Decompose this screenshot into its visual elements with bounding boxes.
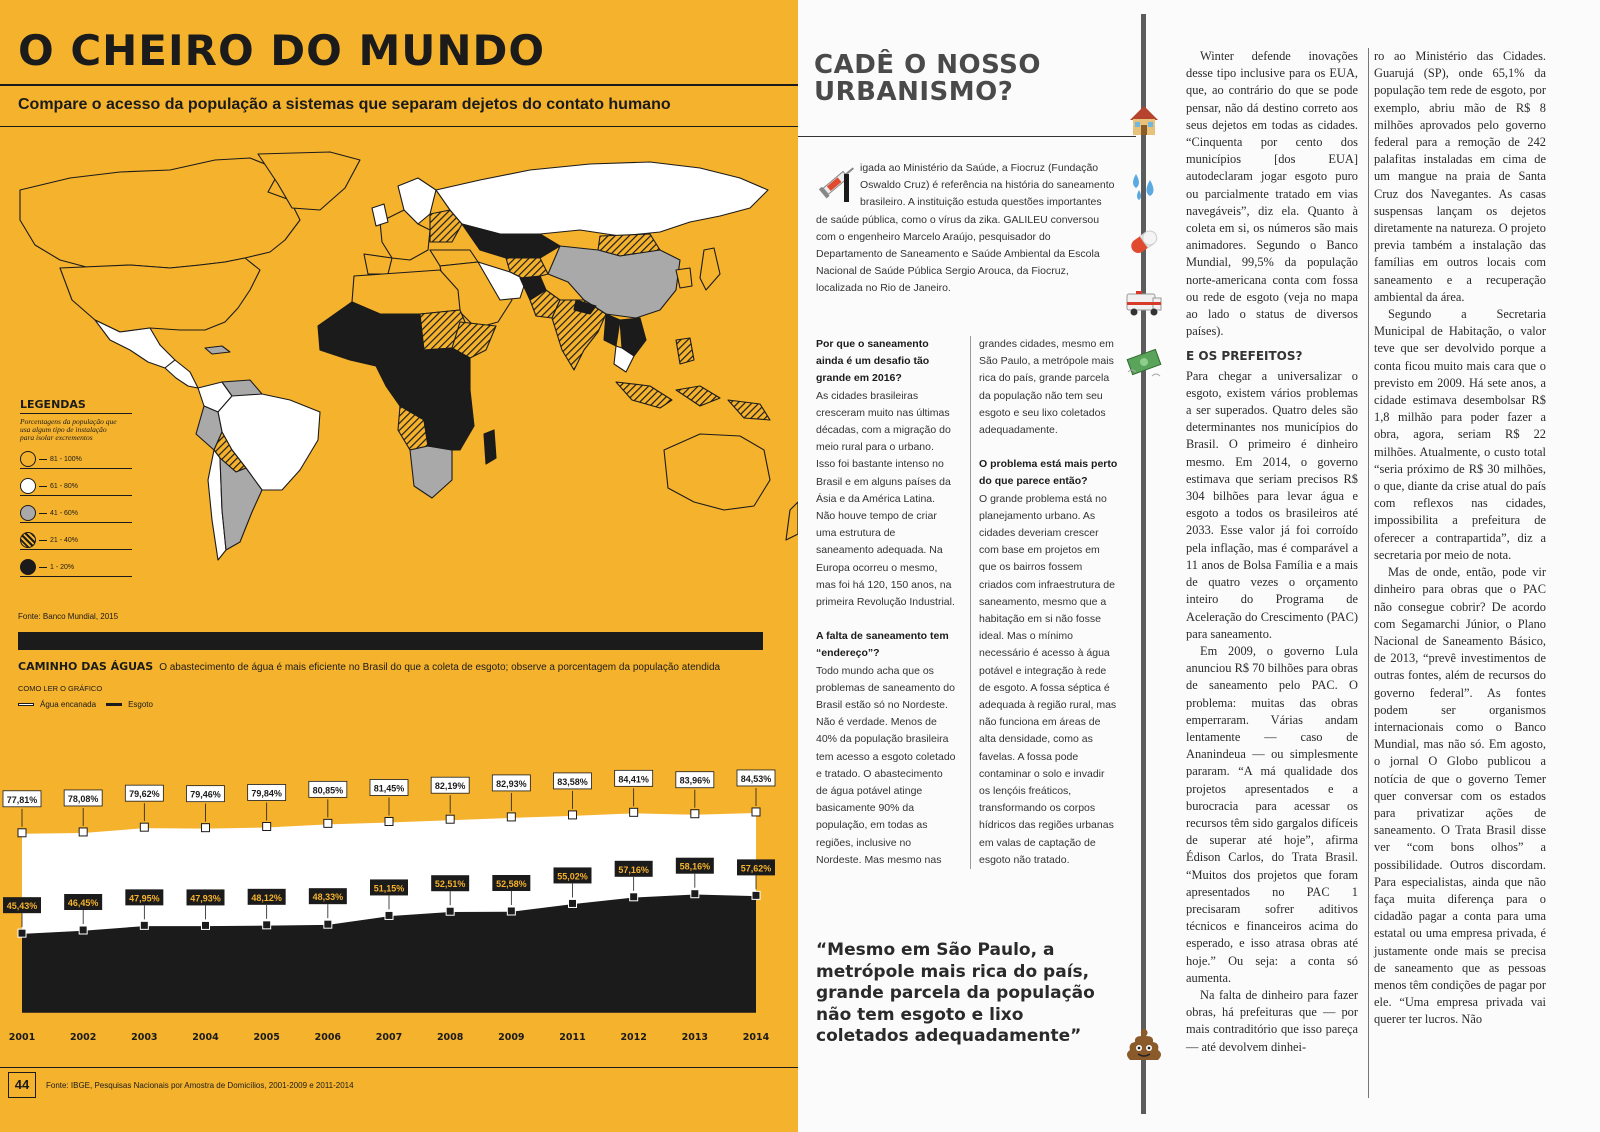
legend-swatch-81-100 — [20, 451, 36, 467]
paragraph: Mas de onde, então, pode vir dinheiro para obras que o PAC não consegue cobrir? De acordo com Segamarchi Júnior, o Plano Nacional de Saneamento Básico, de 2013, “prevê investimentos de outras fontes, além de recursos do governo federal”. As fontes podem ser organismos internacionais como o Banco Mundial, mas não só. Em agosto, o jornal O Globo publicou a notícia de que o governo Temer quer conversar com os estados para privatizar ações de saneamento. O Trata Brasil disse ver “com bons olhos” a possibilidade. Outros discordam. Para especialistas, ainda que não faça muita diferença para o cidadão pagar a conta para uma estatal ou uma empresa privada, é justamente onde mais se precisa de saneamento que as pessoas menos têm condições de pagar por ele. “Uma empresa privada vai querer ter lucros. Não — [1374, 565, 1546, 1027]
water-point — [202, 824, 210, 832]
x-tick-label: 2007 — [375, 1032, 403, 1043]
water-sewage-chart — [0, 712, 798, 1067]
water-data-label: 77,81% — [6, 794, 38, 805]
map-region-russia — [436, 162, 768, 236]
divider — [0, 84, 798, 86]
sewage-data-label: 57,62% — [740, 863, 772, 874]
x-tick-label: 2001 — [8, 1032, 36, 1043]
map-region-north-africa — [352, 270, 460, 314]
map-region-iberia — [364, 254, 392, 274]
x-tick-label: 2011 — [559, 1032, 586, 1043]
answer: As cidades brasileiras cresceram muito nas últimas décadas, com a migração do meio rural para o urbano. Isso foi bastante intenso no Brasil e em alguns países da Ásia e da América Latina. Não houve tempo de criar uma estrutura de saneamento adequada. Na Europa ocorreu o mesmo, mas foi há 120, 150 anos, na primeira Revolução Industrial. — [816, 389, 955, 609]
water-point — [18, 829, 26, 837]
house-icon — [1124, 100, 1164, 140]
map-region-usa — [60, 258, 260, 332]
legend-item — [20, 560, 132, 577]
x-tick-label: 2002 — [69, 1032, 97, 1043]
legend-swatch-1-20 — [20, 559, 36, 575]
water-point — [446, 815, 454, 823]
map-region-madagascar — [484, 430, 496, 464]
map-region-uk — [372, 204, 388, 226]
legend-label: 21 - 40% — [50, 536, 79, 544]
chart-key — [18, 700, 153, 709]
sewage-data-label: 52,51% — [434, 879, 466, 890]
map-region-philippines — [676, 338, 694, 364]
ambulance-icon — [1124, 282, 1164, 322]
chart-title: CAMINHO DAS ÁGUAS — [18, 660, 154, 673]
sewage-data-label: 46,45% — [67, 898, 99, 909]
paragraph: Na falta de dinheiro para fazer obras, há prefeituras que — por mais contraditório que isso pareça — até devolvem dinhei- — [1186, 987, 1358, 1054]
water-data-label: 78,08% — [67, 793, 99, 804]
legend-connector — [39, 540, 47, 541]
paragraph: Em 2009, o governo Lula anunciou R$ 70 bilhões para obras de saneamento pelo PAC. O problema: muitas das obras emperraram. Várias andam lentamente — caso de Ananindeua — ou simplesmente pararam. “A má qualidade dos projetos apresentados e a burocracia para acessar os recursos têm sido gargalos difíceis de superar até hoje”, afirma Édison Carlos, do Trata Brasil. “Muitos dos projetos que foram apresentados no PAC 1 precisaram sofrer aditivos técnicos e financeiros acima do esperado, e isso atrasa obras até hoje.” Ou seja: a conta só aumenta. — [1186, 643, 1358, 985]
article-title — [814, 52, 1134, 106]
x-tick-label: 2004 — [192, 1032, 219, 1043]
key-sewage-label: Esgoto — [128, 700, 153, 709]
chart-howto: COMO LER O GRÁFICO — [18, 684, 103, 693]
sewage-data-label: 52,58% — [496, 879, 527, 890]
x-tick-label: 2013 — [681, 1032, 709, 1043]
map-region-australia — [664, 434, 770, 510]
money-icon — [1124, 342, 1164, 382]
sewage-point — [630, 893, 638, 901]
pill-icon — [1124, 222, 1164, 262]
sewage-point — [446, 907, 454, 915]
water-data-label: 81,45% — [373, 783, 405, 794]
legend-connector — [39, 567, 47, 568]
sewage-point — [18, 929, 26, 937]
legend-label: 81 - 100% — [50, 455, 82, 463]
legend-item — [20, 533, 132, 550]
poop-icon — [1124, 1024, 1164, 1064]
sewage-point — [752, 891, 760, 899]
water-point — [263, 822, 271, 830]
map-source: Fonte: Banco Mundial, 2015 — [18, 612, 119, 621]
legend-connector — [39, 459, 47, 460]
map-region-caribbean — [205, 346, 230, 354]
sewage-point — [263, 921, 271, 929]
sewage-point — [202, 921, 210, 929]
water-point — [752, 808, 760, 816]
chart-source: Fonte: IBGE, Pesquisas Nacionais por Amostra de Domicílios, 2001-2009 e 2011-2014 — [46, 1081, 354, 1090]
qa-column-1 — [816, 336, 956, 869]
legend-swatch-21-40 — [20, 532, 36, 548]
title-divider — [798, 136, 1136, 137]
article-title-line2: URBANISMO? — [814, 77, 1014, 107]
water-point — [569, 811, 577, 819]
water-point — [691, 810, 699, 818]
water-point — [324, 819, 332, 827]
x-tick-label: 2003 — [131, 1032, 158, 1043]
water-data-label: 82,93% — [496, 778, 527, 789]
water-data-label: 83,96% — [679, 775, 711, 786]
interview-intro — [816, 160, 1116, 298]
water-point — [79, 828, 87, 836]
answer: O grande problema está no planejamento urbano. As cidades deveriam crescer com base em projetos em que os bairros fossem criados com infraestrutura de saneamento, mesmo que a habitação em si não fosse ideal. Mas o mínimo necessário é acesso à água potável e integração à rede de esgoto. A fossa séptica é adequada à região rural, mas não funciona em áreas de alta densidade, como as favelas. A fossa pode contaminar o solo e invadir os lençóis freáticos, transformando os corpos hídricos das regiões urbanas em valas de captação de esgoto não tratado. — [979, 492, 1117, 866]
paragraph: Para chegar a universalizar o esgoto, existem vários problemas a ser superados. Quatro deles são determinantes nos municípios do Brasil. O primeiro é dinheiro mesmo. Em 2014, o governo estimava que seriam precisos R$ 304 bilhões para levar água e esgoto a todos os brasileiros até 2033. Esse valor já foi corroído pela inflação, mas é comparável a 11 anos de Bolsa Família e a mais de quatro vezes o orçamento inteiro do Programa de Aceleração do Crescimento (PAC) para saneamento. — [1186, 368, 1358, 641]
sewage-data-label: 45,43% — [6, 901, 38, 912]
key-water-swatch — [18, 703, 34, 706]
question: Por que o saneamento ainda é um desafio tão grande em 2016? — [816, 338, 930, 385]
legend-item — [20, 479, 132, 496]
paragraph: Segundo a Secretaria Municipal de Habitação, o valor teve que ser devolvido porque a conta ficou muito mais cara que o previsto em 2009. Há sete anos, a cidade estimava desembolsar R$ 1,8 milhão para poder fazer a obra, agora, seriam R$ 22 milhões. Atualmente, o custo total “seria próximo de R$ 30 milhões, o que, diante da crise atual do país com reflexos nas cidades, impossibilita a prefeitura de oferecer a contrapartida”, diz a secretaria por meio de nota. — [1374, 307, 1546, 562]
water-data-label: 80,85% — [312, 785, 344, 796]
sewage-point — [691, 890, 699, 898]
water-data-label: 83,58% — [557, 776, 588, 787]
column-divider — [1368, 48, 1369, 1098]
x-tick-label: 2014 — [742, 1032, 770, 1043]
article-column-1 — [1186, 48, 1358, 1056]
x-tick-label: 2009 — [498, 1032, 525, 1043]
x-tick-label: 2005 — [253, 1032, 280, 1043]
water-data-label: 79,46% — [190, 789, 221, 800]
sewage-data-label: 48,12% — [251, 892, 282, 903]
syringe-icon — [816, 160, 860, 202]
map-region-canada — [20, 158, 300, 268]
map-region-new-zealand — [786, 502, 798, 540]
map-region-myanmar — [604, 314, 620, 346]
question: A falta de saneamento tem “endereço”? — [816, 630, 949, 660]
page-subtitle: Compare o acesso da população a sistemas que separam dejetos do contato humano — [18, 96, 671, 113]
water-data-label: 79,84% — [251, 788, 282, 799]
sewage-data-label: 48,33% — [312, 892, 344, 903]
pull-quote: “Mesmo em São Paulo, a metrópole mais rica do país, grande parcela da população não tem esgoto e lixo coletados adequadamente” — [816, 940, 1095, 1046]
water-point — [140, 823, 148, 831]
sewage-data-label: 51,15% — [373, 883, 405, 894]
sewage-point — [140, 921, 148, 929]
interview-intro-text: igada ao Ministério da Saúde, a Fiocruz (Fundação Oswaldo Cruz) é referência na história do saneamento brasileiro. A instituição estuda questões importantes de saúde pública, como o vírus da zika. GALILEU conversou com o engenheiro Marcelo Araújo, pesquisador do Departamento de Saneamento e Saúde Ambiental da Escola Nacional de Saúde Pública Sergio Arouca, da Fiocruz, localizada no Rio de Janeiro. — [816, 162, 1115, 295]
map-region-central-america — [165, 360, 198, 388]
x-tick-label: 2008 — [436, 1032, 464, 1043]
x-tick-label: 2012 — [620, 1032, 647, 1043]
legend-item — [20, 452, 132, 469]
water-point — [385, 818, 393, 826]
page-title: O CHEIRO DO MUNDO — [18, 26, 546, 75]
map-region-indonesia-east — [676, 386, 720, 406]
question: O problema está mais perto do que parece então? — [979, 458, 1118, 488]
legend-swatch-61-80 — [20, 478, 36, 494]
water-data-label: 82,19% — [434, 781, 466, 792]
sewage-point — [324, 920, 332, 928]
sewage-point — [569, 899, 577, 907]
map-region-papua — [728, 400, 770, 420]
water-data-label: 84,41% — [618, 774, 649, 785]
legend-connector — [39, 513, 47, 514]
section-heading: E OS PREFEITOS? — [1186, 349, 1303, 364]
legend-title: LEGENDAS — [20, 398, 132, 414]
sewage-data-label: 57,16% — [618, 864, 649, 875]
footer-divider — [0, 1067, 798, 1068]
sewage-data-label: 55,02% — [557, 871, 588, 882]
chart-heading — [18, 660, 720, 673]
water-drops-icon — [1124, 166, 1164, 206]
legend-connector — [39, 486, 47, 487]
answer: grandes cidades, mesmo em São Paulo, a metrópole mais rica do país, grande parcela da população não tem seu esgoto e seu lixo coletados adequadamente. — [979, 338, 1114, 437]
sewage-point — [507, 907, 515, 915]
qa-column-2 — [970, 336, 1118, 869]
legend-label: 41 - 60% — [50, 509, 79, 517]
paragraph: Winter defende inovações desse tipo inclusive para os EUA, que, ao contrário do que se pode pensar, não dá destino correto aos seus dejetos em todas as cidades. “Cinquenta por cento dos municípios [dos EUA] autodeclaram jogar esgoto puro ou parcialmente tratado em vias navegáveis”, diz ela. Quanto à coleta em si, os números são mais animadores. Segundo o Banco Mundial, 99,5% da população norte-americana conta com fossa ou rede de esgoto (veja no mapa ao lado o status de diversos países). — [1186, 49, 1358, 339]
sewage-data-label: 58,16% — [679, 861, 711, 872]
water-point — [630, 808, 638, 816]
water-data-label: 79,62% — [129, 789, 160, 800]
divider — [0, 126, 798, 127]
chart-subtitle: O abastecimento de água é mais eficiente no Brasil do que a coleta de esgoto; observe a porcentagem da população atendida — [159, 662, 721, 673]
answer: Todo mundo acha que os problemas de saneamento do Brasil estão só no Nordeste. Não é verdade. Menos de 40% da população brasileira tem acesso a esgoto coletado e tratado. O abastecimento de água potável atinge basicamente 90% da população, em todas as regiões, inclusive no Nordeste. Mas mesmo nas — [816, 664, 956, 866]
water-point — [507, 813, 515, 821]
sewage-point — [79, 926, 87, 934]
legend-description: Porcentagens da população que usa algum tipo de instalação para isolar excrementos — [20, 417, 117, 442]
legend-swatch-41-60 — [20, 505, 36, 521]
x-tick-label: 2006 — [314, 1032, 342, 1043]
water-data-label: 84,53% — [740, 773, 772, 784]
key-water-label: Água encanada — [40, 700, 97, 709]
legend-item — [20, 506, 132, 523]
sewage-data-label: 47,95% — [129, 893, 160, 904]
map-region-indonesia-west — [616, 382, 672, 408]
map-legend — [20, 398, 132, 577]
sewage-data-label: 47,93% — [190, 893, 221, 904]
map-region-japan — [700, 248, 720, 290]
article-title-line1: CADÊ O NOSSO — [814, 50, 1041, 80]
key-sewage-swatch — [106, 703, 122, 706]
paragraph: ro ao Ministério das Cidades. Guarujá (SP), onde 65,1% da população tem rede de esgoto, por exemplo, abriu mão de R$ 8 milhões aprovados pelo governo federal para a remoção de 242 palafitas instaladas em cima de um mangue na praia de Santa Cruz dos Navegantes. As casas suspensas lançam os dejetos diretamente na natureza. O projeto previa também a instalação das famílias em outros locais com saneamento e a recuperação ambiental da área. — [1374, 49, 1546, 304]
article-page — [798, 0, 1600, 1132]
map-region-korea — [676, 268, 692, 288]
legend-label: 61 - 80% — [50, 482, 79, 490]
article-column-2 — [1374, 48, 1546, 1029]
sewage-point — [385, 911, 393, 919]
section-bar — [18, 632, 763, 650]
map-region-southern-africa — [410, 446, 452, 498]
page-number: 44 — [8, 1072, 36, 1098]
legend-label: 1 - 20% — [50, 563, 75, 571]
infographic-page — [0, 0, 798, 1132]
